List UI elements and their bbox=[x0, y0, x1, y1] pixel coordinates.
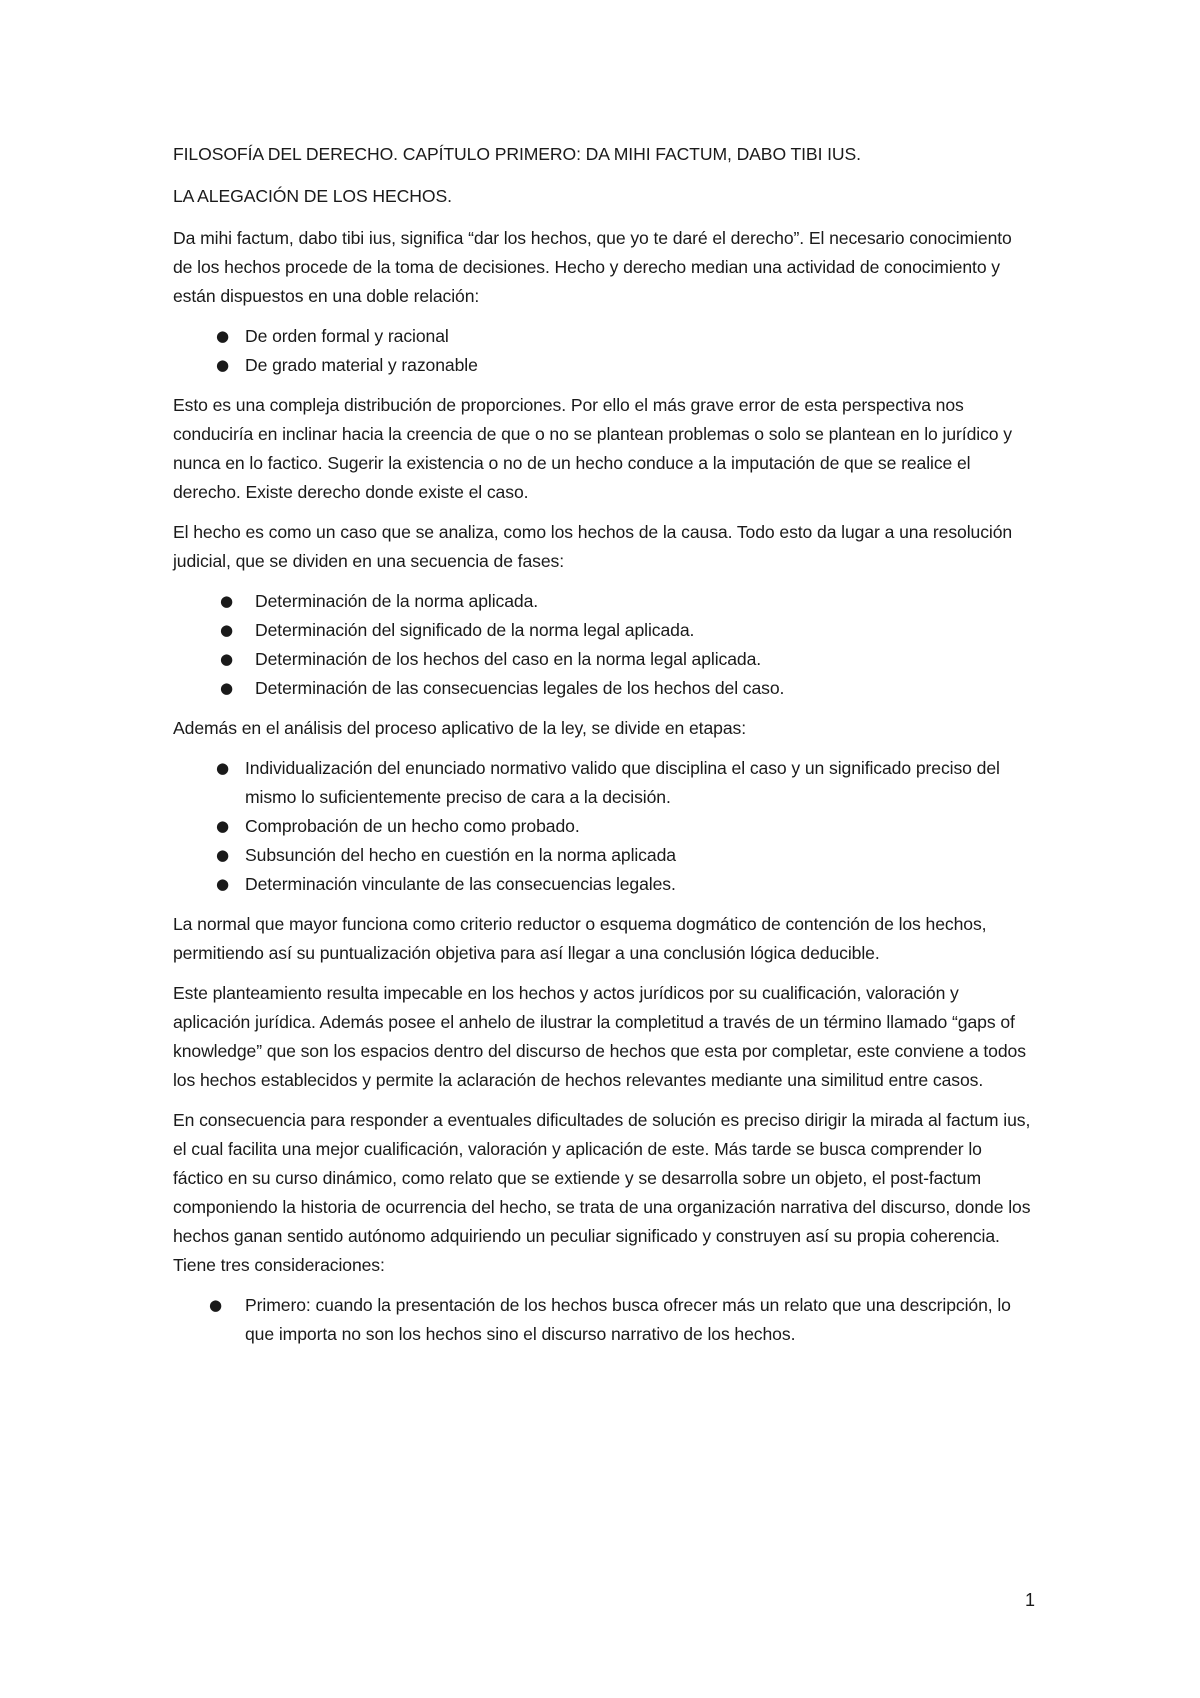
bullet-icon: ● bbox=[216, 356, 229, 374]
bullet-icon: ● bbox=[216, 759, 229, 777]
list-item: ● Comprobación de un hecho como probado. bbox=[173, 812, 1031, 841]
document-body bbox=[173, 140, 1031, 1360]
list-item: ● Subsunción del hecho en cuestión en la norma aplicada bbox=[173, 841, 1031, 870]
paragraph-6: Este planteamiento resulta impecable en los hechos y actos jurídicos por su cualificación, valoración y aplicación jurídica. Además posee el anhelo de ilustrar la completitud a través de un término llamado “gaps of knowledge” que son los espacios dentro del discurso de hechos que esta por completar, este conviene a todos los hechos establecidos y permite la aclaración de hechos relevantes mediante una similitud entre casos. bbox=[173, 983, 1026, 1090]
list-item: ● De orden formal y racional bbox=[173, 322, 1031, 351]
list-item: ● Determinación de los hechos del caso en la norma legal aplicada. bbox=[173, 645, 1031, 674]
bullet-icon: ● bbox=[216, 327, 229, 345]
list-item: ● Determinación de la norma aplicada. bbox=[173, 587, 1031, 616]
bullet-icon: ● bbox=[220, 621, 233, 639]
list-etapas bbox=[173, 754, 1031, 899]
paragraph-1: Da mihi factum, dabo tibi ius, significa “dar los hechos, que yo te daré el derecho”. El necesario conocimiento de los hechos procede de la toma de decisiones. Hecho y derecho median una actividad de conocimiento y están dispuestos en una doble relación: bbox=[173, 228, 1012, 306]
list-item: ● Primero: cuando la presentación de los hechos busca ofrecer más un relato que una descripción, lo que importa no son los hechos sino el discurso narrativo de los hechos. bbox=[173, 1291, 1031, 1349]
bullet-icon: ● bbox=[220, 592, 233, 610]
list-item: ● Determinación del significado de la norma legal aplicada. bbox=[173, 616, 1031, 645]
document-title: FILOSOFÍA DEL DERECHO. CAPÍTULO PRIMERO: DA MIHI FACTUM, DABO TIBI IUS. bbox=[173, 144, 861, 164]
paragraph-5: La normal que mayor funciona como criterio reductor o esquema dogmático de contención de los hechos, permitiendo así su puntualización objetiva para así llegar a una conclusión lógica deducible. bbox=[173, 914, 987, 963]
page-number: 1 bbox=[1025, 1590, 1036, 1610]
list-fases bbox=[173, 587, 1031, 703]
paragraph-3: El hecho es como un caso que se analiza, como los hechos de la causa. Todo esto da lugar a una resolución judicial, que se dividen en una secuencia de fases: bbox=[173, 522, 1013, 571]
list-item: ● De grado material y razonable bbox=[173, 351, 1031, 380]
paragraph-4: Además en el análisis del proceso aplicativo de la ley, se divide en etapas: bbox=[173, 718, 747, 738]
paragraph-2: Esto es una compleja distribución de proporciones. Por ello el más grave error de esta perspectiva nos conduciría en inclinar hacia la creencia de que o no se plantean problemas o solo se plantean en lo jurídico y nunca en lo factico. Sugerir la existencia o no de un hecho conduce a la imputación de que se realice el derecho. Existe derecho donde existe el caso. bbox=[173, 395, 1012, 502]
list-item: ● Individualización del enunciado normativo valido que disciplina el caso y un significado preciso del mismo lo suficientemente preciso de cara a la decisión. bbox=[173, 754, 1031, 812]
list-relacion bbox=[173, 322, 1031, 380]
bullet-icon: ● bbox=[216, 846, 229, 864]
bullet-icon: ● bbox=[216, 817, 229, 835]
bullet-icon: ● bbox=[220, 650, 233, 668]
section-heading: LA ALEGACIÓN DE LOS HECHOS. bbox=[173, 186, 452, 206]
list-item: ● Determinación de las consecuencias legales de los hechos del caso. bbox=[173, 674, 1031, 703]
list-item: ● Determinación vinculante de las consecuencias legales. bbox=[173, 870, 1031, 899]
list-consideraciones bbox=[173, 1291, 1031, 1349]
bullet-icon: ● bbox=[209, 1296, 222, 1314]
paragraph-7: En consecuencia para responder a eventuales dificultades de solución es preciso dirigir la mirada al factum ius, el cual facilita una mejor cualificación, valoración y aplicación de este. Más tarde se busca comprender lo fáctico en su curso dinámico, como relato que se extiende y se desarrolla sobre un objeto, el post-factum componiendo la historia de ocurrencia del hecho, se trata de una organización narrativa del discurso, donde los hechos ganan sentido autónomo adquiriendo un peculiar significado y construyen así su propia coherencia. Tiene tres consideraciones: bbox=[173, 1110, 1031, 1275]
bullet-icon: ● bbox=[220, 679, 233, 697]
bullet-icon: ● bbox=[216, 875, 229, 893]
